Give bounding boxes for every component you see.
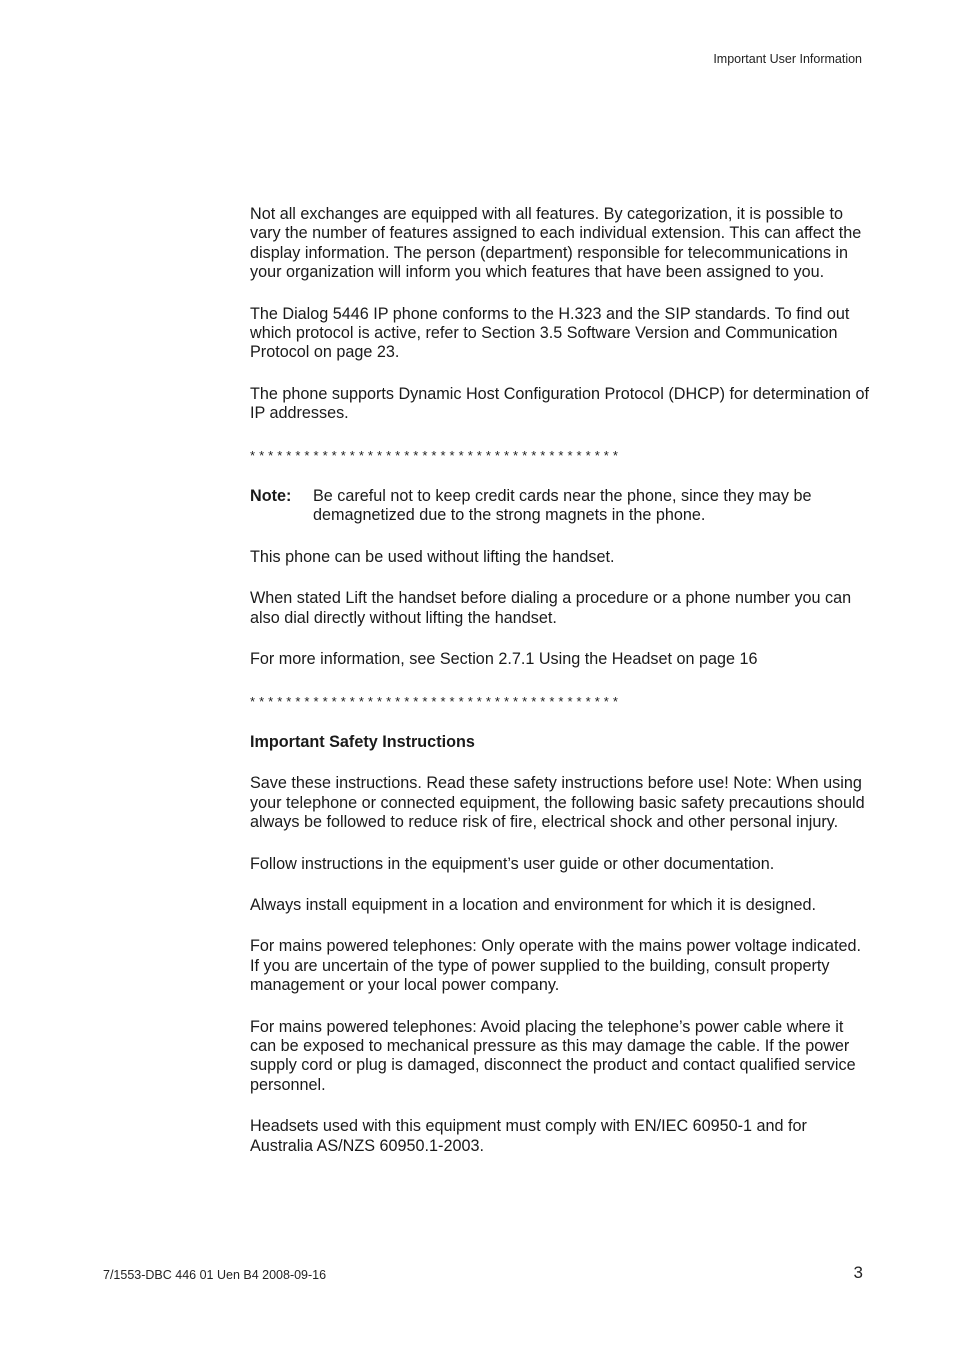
page-number: 3: [853, 1263, 863, 1282]
note-block: [250, 487, 870, 526]
paragraph-more-info: For more information, see Section 2.7.1 Using the Headset on page 16: [250, 650, 758, 669]
running-header: Important User Information: [713, 52, 862, 66]
page-body: [250, 205, 870, 1178]
safety-paragraph: Follow instructions in the equipment’s user guide or other documentation.: [250, 854, 775, 873]
paragraph-protocol: The Dialog 5446 IP phone conforms to the H.323 and the SIP standards. To find out which protocol is active, refer to Section 3.5 Software Version and Communication Protocol on page 23.: [250, 304, 850, 362]
footer-doc-id: 7/1553-DBC 446 01 Uen B4 2008-09-16: [103, 1268, 327, 1282]
separator-top: * * * * * * * * * * * * * * * * * * * * * * * * * * * * * * * * * * * * * * * * *: [250, 447, 619, 463]
paragraph-dial-directly: When stated Lift the handset before dialing a procedure or a phone number you can also dial directly without lifting the handset.: [250, 589, 852, 627]
note-text: Be careful not to keep credit cards near the phone, since they may be demagnetized due to the strong magnets in the phone.: [313, 487, 812, 525]
paragraph-handsfree: This phone can be used without lifting the handset.: [250, 547, 615, 566]
safety-paragraph: Always install equipment in a location and environment for which it is designed.: [250, 895, 816, 914]
separator-bottom: * * * * * * * * * * * * * * * * * * * * * * * * * * * * * * * * * * * * * * * * *: [250, 693, 619, 709]
safety-heading: Important Safety Instructions: [250, 732, 475, 751]
paragraph-dhcp: The phone supports Dynamic Host Configuration Protocol (DHCP) for determination of IP addresses.: [250, 384, 870, 423]
safety-paragraph: For mains powered telephones: Avoid placing the telephone’s power cable where it can be exposed to mechanical pressure as this may damage the cable. If the power supply cord or plug is damaged, disconnect the product and contact qualified service personnel.: [250, 1017, 856, 1094]
safety-paragraph: For mains powered telephones: Only operate with the mains power voltage indicated. If you are uncertain of the type of power supplied to the building, consult property management or your local power company.: [250, 937, 861, 995]
safety-paragraph: Headsets used with this equipment must comply with EN/IEC 60950-1 and for Australia AS/NZS 60950.1-2003.: [250, 1117, 807, 1155]
paragraph-features: Not all exchanges are equipped with all features. By categorization, it is possible to vary the number of features assigned to each individual extension. This can affect the display information. The person (department) responsible for telecommunications in your organization will inform you which features that have been assigned to you.: [250, 205, 862, 282]
safety-paragraph: Save these instructions. Read these safety instructions before use! Note: When using your telephone or connected equipment, the following basic safety precautions should always be followed to reduce risk of fire, electrical shock and other personal injury.: [250, 774, 865, 832]
note-label: Note:: [250, 487, 292, 506]
